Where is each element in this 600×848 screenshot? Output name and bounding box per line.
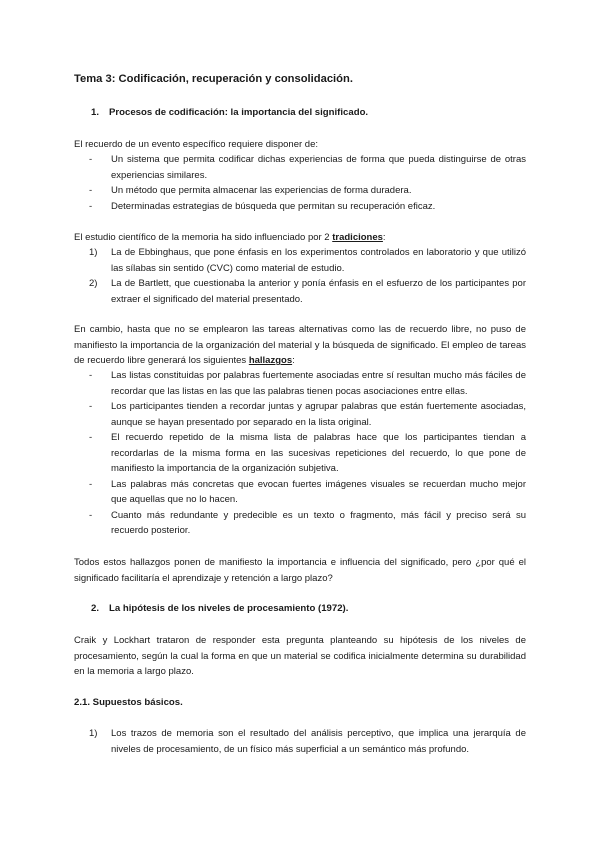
list-item: 1) Los trazos de memoria son el resultado del análisis perceptivo, que implica una jerarquía de niveles de procesamiento, de un físico más superficial a un semántico más profundo. (89, 728, 526, 755)
section-1-conclusion: Todos estos hallazgos ponen de manifiesto la importancia e influencia del significado, pero ¿por qué el significado facilitaría el aprendizaje y retención a largo plazo? (74, 557, 526, 584)
section-2-1-heading: 2.1. Supuestos básicos. (74, 697, 183, 708)
list-item: - Un sistema que permita codificar dichas experiencias de forma que pueda distinguirse de otras experiencias similares. (89, 154, 526, 181)
requirements-list (74, 152, 526, 214)
findings-keyword: hallazgos (248, 355, 293, 366)
findings-intro: En cambio, hasta que no se emplearon las tareas alternativas como las de recuerdo libre, no puso de manifiesto la importancia de la organización del material y la búsqueda de significado. El empleo de tareas de recuerdo libre generará los siguientes hallazgos: (74, 324, 526, 366)
section-1-heading (91, 107, 368, 118)
section-2-paragraph: Craik y Lockhart trataron de responder esta pregunta planteando su hipótesis de los niveles de procesamiento, según la cual la forma en que un material se codifica inicialmente determina su durabilidad en la memoria a largo plazo. (74, 635, 526, 677)
findings-list (74, 368, 526, 539)
section-2-title: La hipótesis de los niveles de procesamiento (1972). (109, 603, 349, 614)
section-1-title: Procesos de codificación: la importancia del significado. (109, 107, 369, 118)
section-1-number: 1. (91, 107, 100, 118)
section-2-heading (91, 603, 348, 614)
list-item: 1) La de Ebbinghaus, que pone énfasis en los experimentos controlados en laboratorio y que utilizó las sílabas sin sentido (CVC) como material de estudio. (89, 247, 526, 274)
list-item: - Cuanto más redundante y predecible es un texto o fragmento, más fácil y preciso será su recuerdo posterior. (89, 509, 526, 536)
section-1-intro: El recuerdo de un evento específico requiere disponer de: (74, 139, 318, 150)
list-item: - Las listas constituidas por palabras fuertemente asociadas entre sí resultan mucho más fáciles de recordar que las listas en las que las palabras tienen pocas asociaciones entre ellas. (89, 370, 526, 397)
list-item: - El recuerdo repetido de la misma lista de palabras hace que los participantes tiendan a recordarlas de la misma forma en las sucesivas repeticiones del recuerdo, lo que pone de manifiesto la importancia de la organización subjetiva. (89, 432, 526, 474)
list-item: 2) La de Bartlett, que cuestionaba la anterior y ponía énfasis en el esfuerzo de los participantes por extraer el significado del material presentado. (89, 278, 526, 305)
list-item: - Las palabras más concretas que evocan fuertes imágenes visuales se recuerdan mucho mejor que aquellas que no lo hacen. (89, 478, 526, 505)
traditions-list (74, 245, 526, 307)
list-item: - Un método que permita almacenar las experiencias de forma duradera. (89, 185, 412, 196)
page-title: Tema 3: Codificación, recuperación y consolidación. (74, 73, 353, 85)
traditions-intro: El estudio científico de la memoria ha sido influenciado por 2 tradiciones: (74, 232, 386, 243)
list-item: - Determinadas estrategias de búsqueda que permitan su recuperación eficaz. (89, 200, 436, 212)
traditions-keyword: tradiciones (332, 232, 383, 243)
list-item: - Los participantes tienden a recordar juntas y agrupar palabras que están fuertemente asociadas, aunque se hayan presentado por separado en la lista original. (89, 401, 526, 428)
assumptions-list (74, 726, 526, 757)
section-2-number: 2. (91, 603, 100, 614)
